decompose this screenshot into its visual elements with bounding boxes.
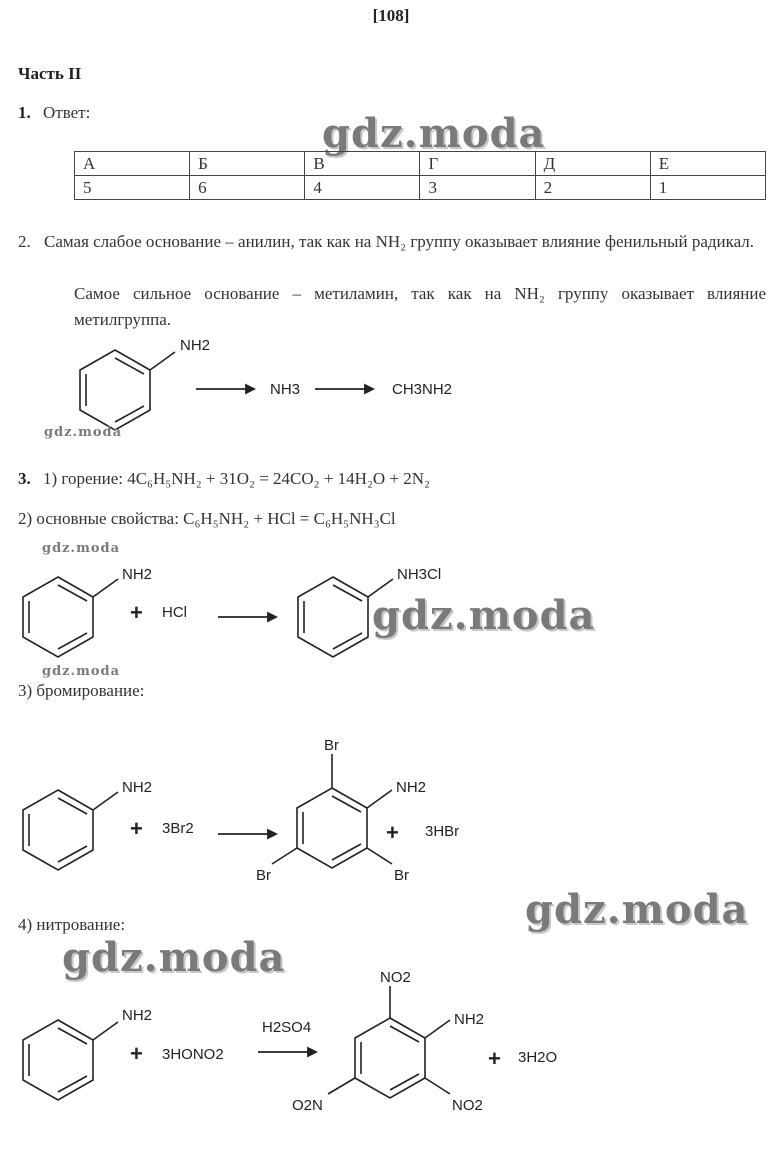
reaction-3-byproduct: 3HBr: [425, 823, 460, 840]
benzene-ring-icon: [23, 577, 118, 657]
reaction-2-product-group: NH3Cl: [397, 566, 442, 583]
reaction-4-no2-top: NO2: [380, 969, 411, 986]
arrow-icon: [218, 613, 276, 621]
plus-icon: +: [130, 1041, 143, 1066]
q2-text-1: Самая слабое основание – анилин, так как на NH₂ группу оказывает влияние фенильный радикал.: [44, 232, 755, 251]
reaction-3-product-group: NH2: [396, 779, 427, 796]
part-title: Часть II: [18, 64, 82, 83]
reaction-3-reactant-group: NH2: [122, 779, 153, 796]
q3-line: [18, 466, 430, 492]
arrow-icon: [258, 1048, 316, 1056]
q3-item-4: 4) нитрование:: [18, 915, 126, 934]
reaction-3-reagent: 3Br2: [162, 820, 194, 837]
watermark-2: gdz.moda: [44, 425, 123, 440]
page-number: [108]: [372, 6, 410, 25]
q2-nh2-label: NH2: [180, 337, 211, 354]
reaction-4-o2n-left: O2N: [292, 1097, 323, 1114]
arrow-icon: [218, 830, 276, 838]
reaction-3-br-left: Br: [256, 867, 271, 884]
answer-table: [74, 151, 766, 200]
reaction-4-product-group: NH2: [454, 1011, 485, 1028]
benzene-ring-icon: [23, 1020, 118, 1100]
table-cell: А: [75, 152, 190, 176]
benzene-ring-icon: [23, 790, 118, 870]
q2-text-2: Самое сильное основание – метиламин, так как на NH₂ группу оказывает влияние метилгруппа.: [74, 284, 766, 329]
watermark-3: gdz.moda: [42, 541, 121, 556]
plus-icon: +: [130, 816, 143, 841]
table-cell: 2: [535, 176, 650, 200]
table-cell: 1: [650, 176, 765, 200]
watermark-6: gdz.moda: [525, 886, 749, 933]
plus-icon: +: [130, 600, 143, 625]
table-cell: 5: [75, 176, 190, 200]
arrow-icon: [196, 385, 254, 393]
table-cell: Г: [420, 152, 535, 176]
plus-icon: +: [386, 820, 399, 845]
reaction-4-reactant-group: NH2: [122, 1007, 153, 1024]
reaction-3-br-top: Br: [324, 737, 339, 754]
reaction-2-reagent: HCl: [162, 604, 187, 621]
reaction-2-reactant-group: NH2: [122, 566, 153, 583]
watermark-1: gdz.moda: [322, 110, 546, 157]
table-cell: Е: [650, 152, 765, 176]
reaction-4-reagent: 3HONO2: [162, 1046, 224, 1063]
reaction-3-br-right: Br: [394, 867, 409, 884]
benzene-ring-icon: [328, 986, 450, 1098]
q2-number: 2.: [18, 232, 31, 251]
reaction-4-catalyst: H2SO4: [262, 1019, 312, 1036]
q2-nh3-label: NH3: [270, 381, 301, 398]
table-cell: Б: [190, 152, 305, 176]
watermark-7: gdz.moda: [62, 934, 286, 981]
watermark-4: gdz.moda: [372, 592, 596, 639]
q1-number: 1.: [18, 103, 31, 122]
table-cell: 3: [420, 176, 535, 200]
reaction-4-byproduct: 3H2O: [518, 1049, 558, 1066]
table-cell: В: [305, 152, 420, 176]
q3-item-1: 1) горение: 4C₆H₅NH₂ + 31O₂ = 24CO₂ + 14H₂O + 2N₂: [43, 469, 430, 488]
q1-label: Ответ:: [43, 103, 91, 122]
reaction-4-no2-right: NO2: [452, 1097, 483, 1114]
q3-number: 3.: [18, 469, 31, 488]
reaction-3-scheme: [10, 732, 610, 892]
table-cell: Д: [535, 152, 650, 176]
q1-line: [18, 100, 90, 126]
reaction-4-scheme: [10, 962, 610, 1127]
table-row-headers: [75, 152, 766, 176]
table-row-values: [75, 176, 766, 200]
q3-item-2: 2) основные свойства: C₆H₅NH₂ + HCl = C₆H₅NH₃Cl: [18, 509, 396, 528]
q2-ch3nh2-label: CH3NH2: [392, 381, 453, 398]
watermark-5: gdz.moda: [42, 664, 121, 679]
table-cell: 4: [305, 176, 420, 200]
benzene-ring-icon: [80, 350, 175, 430]
table-cell: 6: [190, 176, 305, 200]
arrow-icon: [315, 385, 373, 393]
q3-item-3: 3) бромирование:: [18, 681, 145, 700]
plus-icon: +: [488, 1046, 501, 1071]
q2-scheme: [40, 330, 500, 440]
benzene-ring-icon: [272, 754, 392, 868]
